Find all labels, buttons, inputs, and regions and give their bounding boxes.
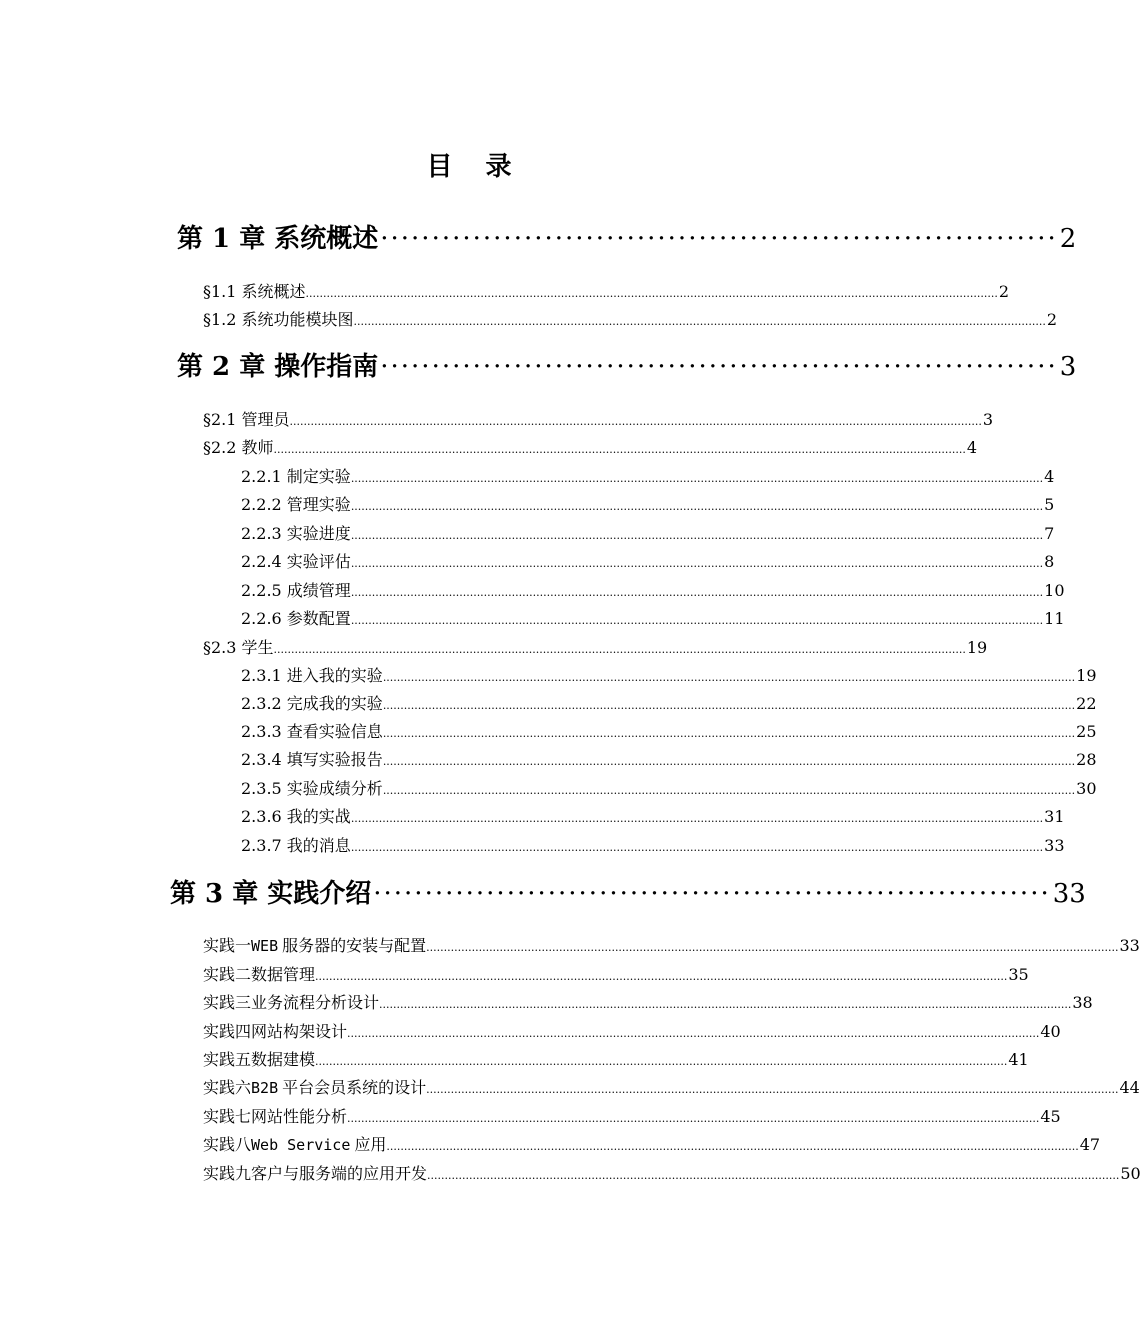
toc-entry[interactable] [203,281,1010,303]
entry-label: 2.2.4 实验评估 [241,552,351,571]
entry-label: 应用 [354,1135,387,1154]
page-number: 35 [1008,965,1029,984]
entry-label: 2.3.1 进入我的实验 [241,666,383,685]
chapter-heading[interactable] [177,218,1077,255]
toc-entry[interactable] [241,608,1065,630]
entry-label: 2.3.3 查看实验信息 [241,722,383,741]
page-number: 11 [1044,609,1065,628]
entry-prefix: 实践九 [203,1164,252,1183]
leader-dots: ...................................................................................................................................................................................................... [289,415,982,428]
entry-prefix: 实践七 [203,1107,252,1126]
toc-entry[interactable] [241,523,1055,545]
entry-prefix: 实践四 [203,1022,252,1041]
leader-dots: ...................................................................................................................................................................................................... [350,557,1044,570]
page-number: 25 [1076,722,1097,741]
leader-dots: ...................................................................................................................................................................................................... [382,784,1076,797]
page-number: 22 [1076,694,1097,713]
toc-entry[interactable] [241,665,1097,687]
leader-dots: ...................................................................................................................................................................................................... [315,1055,1008,1068]
toc-entry[interactable] [241,835,1065,857]
entry-prefix: 实践二 [203,965,252,984]
entry-label: 2.3.7 我的消息 [241,836,351,855]
entry-label: 数据建模 [251,1050,316,1069]
page-number: 44 [1119,1078,1140,1097]
leader-dots: ...................................................................................................................................................................................................... [350,841,1044,854]
leader-dots: ...................................................................................................................................................................................................... [350,586,1044,599]
toc-entry[interactable] [203,309,1058,331]
toc-entry[interactable] [203,409,994,431]
toc-entry[interactable] [241,806,1065,828]
entry-label: 2.3.6 我的实战 [241,807,351,826]
page-number: 30 [1076,779,1097,798]
page-number: 3 [1059,352,1077,382]
leader-dots: ...................................................................................................................................................................................................... [353,315,1046,328]
entry-label: 客户与服务端的应用开发 [251,1164,428,1183]
toc-entry[interactable] [241,466,1055,488]
chapter-heading[interactable] [170,873,1086,910]
entry-label: 2.3.2 完成我的实验 [241,694,383,713]
entry-label-latin: B2B [251,1079,279,1097]
entry-prefix: 实践八 [203,1135,252,1154]
toc-entry[interactable] [241,749,1097,771]
toc-entry[interactable] [241,778,1097,800]
entry-label: 网站性能分析 [251,1107,348,1126]
page-number: 10 [1044,581,1065,600]
page-number: 2 [1059,224,1077,254]
leader-dots: ...................................................................................................................................................................................................... [305,287,998,300]
page-number: 5 [1044,495,1055,514]
leader-dots: ...................................................................................................................................................................................................... [350,500,1044,513]
leader-dots: ...................................................................................................................................................................................................... [350,472,1044,485]
chapter-label: 第 2 章 操作指南 [177,352,379,382]
toc-entry[interactable] [203,992,1093,1014]
page-number: 41 [1008,1050,1029,1069]
leader-dots: ...................................................................................................................................................................................................... [426,1083,1119,1096]
leader-dots: ...................................................................................................................................................................................................... [273,443,966,456]
entry-label: 2.2.2 管理实验 [241,495,351,514]
entry-label: §2.3 学生 [203,638,274,657]
leader-dots: ...................................................................................................................................................................................................... [382,671,1076,684]
page-number: 3 [982,410,994,429]
leader-dots: ...................................................................................................................................................................................................... [350,812,1044,825]
chapter-heading[interactable] [177,346,1077,383]
leader-dots: ...................................................................................................................................................................................................... [273,643,966,656]
toc-entry[interactable] [203,935,1140,957]
entry-label: §1.2 系统功能模块图 [203,310,354,329]
entry-prefix: 实践六 [203,1078,252,1097]
page-number: 33 [1119,936,1140,955]
entry-label: 2.2.3 实验进度 [241,524,351,543]
entry-label: 2.3.4 填写实验报告 [241,750,383,769]
leader-dots: ·································································· [380,352,1058,382]
entry-prefix: 实践三 [203,993,252,1012]
entry-label: §1.1 系统概述 [203,282,306,301]
entry-label: 2.3.5 实验成绩分析 [241,779,383,798]
leader-dots: ...................................................................................................................................................................................................... [386,1140,1079,1153]
page-number: 47 [1079,1135,1101,1154]
entry-label: §2.1 管理员 [203,410,290,429]
leader-dots: ...................................................................................................................................................................................................... [382,755,1076,768]
entry-prefix: 实践一 [203,936,252,955]
leader-dots: ...................................................................................................................................................................................................... [347,1027,1040,1040]
chapter-label: 第 3 章 实践介绍 [170,879,372,909]
entry-label-latin: WEB [251,937,279,955]
leader-dots: ...................................................................................................................................................................................................... [382,699,1076,712]
page-number: 19 [966,638,988,657]
toc-entry[interactable] [203,1049,1029,1071]
page-number: 50 [1120,1164,1141,1183]
leader-dots: ·································································· [373,879,1051,909]
entry-label-latin: Web Service [251,1136,351,1154]
entry-label: 2.2.5 成绩管理 [241,581,351,600]
toc-entry[interactable] [203,437,978,459]
page-number: 28 [1076,750,1097,769]
toc-entry[interactable] [241,494,1055,516]
entry-label: 2.2.1 制定实验 [241,467,351,486]
page-number: 45 [1040,1107,1061,1126]
leader-dots: ...................................................................................................................................................................................................... [426,941,1119,954]
toc-entry[interactable] [203,1106,1061,1128]
toc-entry[interactable] [203,1021,1061,1043]
leader-dots: ...................................................................................................................................................................................................... [350,614,1044,627]
page-number: 2 [998,282,1010,301]
page-number: 19 [1076,666,1097,685]
entry-label: 2.2.6 参数配置 [241,609,351,628]
page-number: 40 [1040,1022,1061,1041]
toc-entry[interactable] [241,580,1065,602]
page-number: 4 [1044,467,1055,486]
entry-label: §2.2 教师 [203,438,274,457]
toc-entry[interactable] [241,551,1055,573]
toc-entry[interactable] [203,1077,1140,1099]
leader-dots: ·································································· [380,224,1058,254]
entry-label: 业务流程分析设计 [251,993,380,1012]
toc-entry[interactable] [203,637,988,659]
toc-entry[interactable] [203,1134,1101,1156]
toc-entry[interactable] [203,1163,1141,1185]
page-number: 31 [1044,807,1065,826]
leader-dots: ...................................................................................................................................................................................................... [347,1112,1040,1125]
toc-entry[interactable] [241,693,1097,715]
page-number: 7 [1044,524,1055,543]
page-number: 8 [1044,552,1055,571]
toc-entry[interactable] [203,964,1029,986]
leader-dots: ...................................................................................................................................................................................................... [382,727,1076,740]
leader-dots: ...................................................................................................................................................................................................... [379,998,1072,1011]
entry-label: 服务器的安装与配置 [282,936,427,955]
page-number: 33 [1052,879,1086,909]
entry-label: 平台会员系统的设计 [282,1078,427,1097]
page-number: 4 [966,438,978,457]
toc-entry[interactable] [241,721,1097,743]
entry-label: 数据管理 [251,965,316,984]
page-title: 目 录 [426,152,524,182]
leader-dots: ...................................................................................................................................................................................................... [315,970,1008,983]
leader-dots: ...................................................................................................................................................................................................... [427,1169,1120,1182]
leader-dots: ...................................................................................................................................................................................................... [350,529,1044,542]
entry-prefix: 实践五 [203,1050,252,1069]
page-number: 2 [1046,310,1058,329]
chapter-label: 第 1 章 系统概述 [177,224,379,254]
page-number: 33 [1044,836,1065,855]
page-number: 38 [1072,993,1093,1012]
entry-label: 网站构架设计 [251,1022,348,1041]
